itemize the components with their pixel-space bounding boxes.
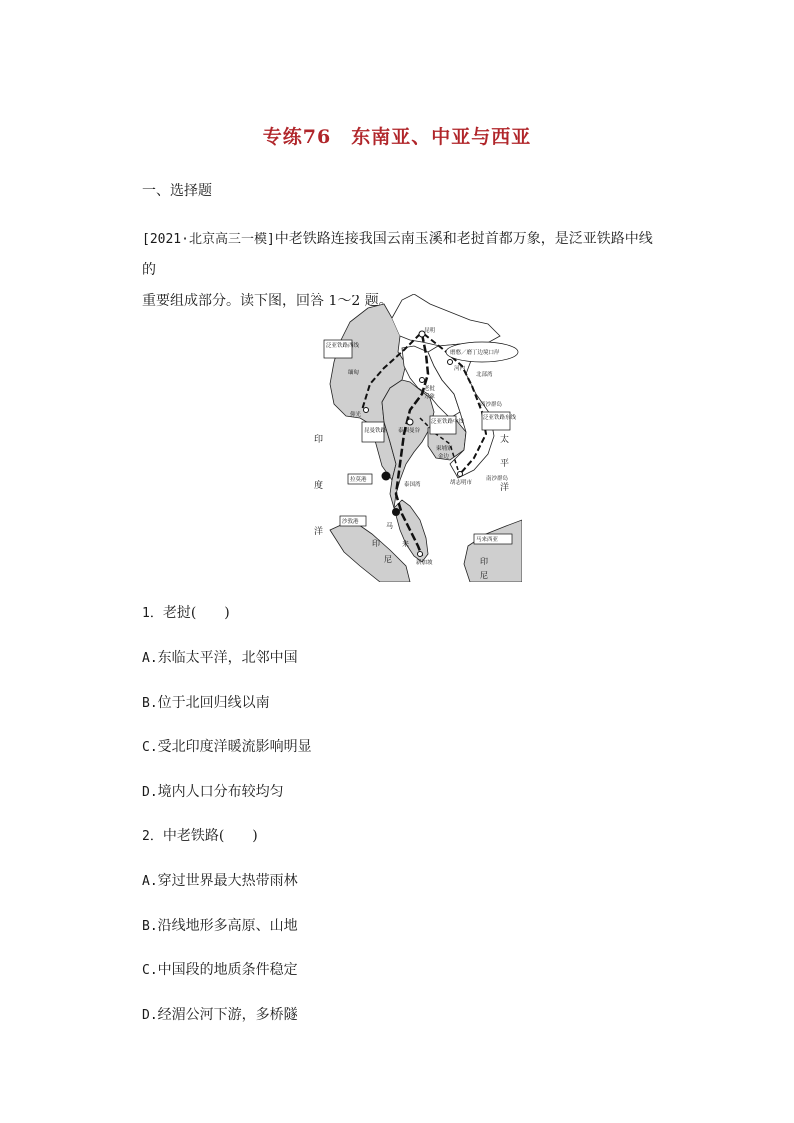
yangon-label: 仰光: [350, 412, 362, 418]
source-tag: [2021·北京高三一模]: [142, 232, 275, 247]
indo4-label: 尼: [480, 571, 488, 580]
option-text: 受北印度洋暖流影响明显: [157, 739, 312, 755]
indian-char: 洋: [314, 527, 324, 537]
indo2-label: 尼: [384, 555, 392, 564]
vientiane-label: 万象: [424, 394, 436, 400]
hanoi-dot: [448, 360, 453, 365]
bangkok-dot: [407, 419, 413, 425]
gulf-thailand-label: 泰国湾: [404, 482, 421, 488]
malaysia-east-label: 马来西亚: [476, 537, 499, 543]
cambodia-label: 柬埔寨: [436, 446, 453, 452]
pacific-char: 平: [500, 459, 510, 469]
answer-option[interactable]: [142, 959, 298, 979]
singapore-label: 新加坡: [416, 560, 433, 566]
sumatra-region: [330, 520, 410, 582]
vientiane-dot: [420, 378, 425, 383]
west-line-label: 泛亚铁路西线: [326, 343, 360, 349]
dawei-dot: [382, 472, 391, 481]
section-heading: 一、选择题: [142, 183, 212, 199]
intro-line-1: [142, 224, 662, 286]
option-text: 穿过世界最大热带雨林: [157, 873, 298, 889]
gulf-tonkin-label: 北部湾: [476, 372, 493, 378]
option-text: 沿线地形多高原、山地: [157, 917, 298, 934]
answer-option[interactable]: [142, 870, 298, 890]
malay-peninsula: [394, 500, 428, 562]
laos-label: 老挝: [424, 386, 436, 392]
indo3-label: 印: [480, 557, 488, 566]
option-letter: B.: [142, 918, 158, 934]
option-text: 中国段的地质条件稳定: [157, 962, 298, 978]
question-text: 中老铁路( ): [162, 828, 258, 844]
indian-char: 度: [314, 481, 324, 491]
answer-option[interactable]: [142, 1004, 298, 1024]
indo1-label: 印: [372, 539, 380, 548]
option-letter: D.: [142, 1007, 158, 1023]
option-letter: A.: [142, 651, 158, 666]
pacific-char: 洋: [500, 483, 510, 493]
option-letter: C.: [142, 740, 158, 755]
option-letter: C.: [142, 963, 158, 978]
nansha-label: 南沙群岛: [486, 476, 509, 482]
shalu-dot: [392, 508, 400, 516]
page-title: 专练76 东南亚、中亚与西亚: [262, 126, 532, 148]
question-number: 2．: [142, 829, 163, 844]
option-text: 东临太平洋，北邻中国: [157, 650, 298, 666]
question-stem: [142, 602, 230, 622]
hcmc-label: 胡志明市: [450, 480, 473, 486]
yangon-dot: [364, 408, 369, 413]
option-letter: D.: [142, 784, 158, 800]
borneo-region: [464, 520, 522, 582]
answer-option[interactable]: [142, 915, 298, 935]
east-line-label: 泛亚铁路东线: [483, 415, 517, 421]
intro-line-2: 重要组成部分。读下图，回答 1～2 题。: [142, 293, 393, 309]
answer-option[interactable]: [142, 647, 298, 667]
pacific-ocean-label: [500, 433, 509, 493]
answer-option[interactable]: [142, 736, 312, 756]
question-number: 1．: [142, 606, 163, 621]
option-letter: A.: [142, 874, 158, 889]
dawei-label: 拉莫港: [350, 477, 367, 483]
indian-char: 印: [314, 435, 324, 445]
answer-option[interactable]: [142, 692, 270, 712]
intro-text-1: 中老铁路连接我国云南玉溪和老挝首都万象，是泛亚铁路中线的: [142, 231, 653, 278]
malay2-label: 来: [402, 540, 409, 548]
option-letter: B.: [142, 695, 158, 711]
option-text: 位于北回归线以南: [157, 694, 270, 711]
question-stem: [142, 825, 258, 845]
china-border: [392, 294, 500, 346]
phnompenh-label: 金边: [438, 454, 450, 460]
hanoi-label: 河内: [454, 366, 466, 372]
option-text: 经湄公河下游，多桥隧: [157, 1006, 298, 1023]
myanmar-label: 缅甸: [348, 370, 360, 376]
option-text: 境内人口分布较均匀: [157, 783, 284, 800]
mohan-label: 磨憨／磨丁边境口岸: [450, 350, 500, 356]
singapore-dot: [418, 552, 423, 557]
xisha-label: 西沙群岛: [480, 402, 503, 408]
middle-line-label: 泛亚铁路中线: [431, 419, 465, 425]
question-text: 老挝( ): [162, 605, 230, 621]
bangkok-label: 泰国曼谷: [398, 428, 421, 434]
kunman-label: 昆曼铁路: [364, 428, 387, 434]
answer-option[interactable]: [142, 781, 284, 801]
shalu-label: 沙敦港: [342, 519, 359, 525]
malay-label: 马: [386, 522, 393, 530]
pacific-char: 太: [500, 435, 510, 445]
map-figure: [310, 294, 522, 582]
indian-ocean-label: [314, 433, 323, 537]
hcmc-dot: [458, 472, 463, 477]
kunming-label: 昆明: [424, 328, 436, 334]
